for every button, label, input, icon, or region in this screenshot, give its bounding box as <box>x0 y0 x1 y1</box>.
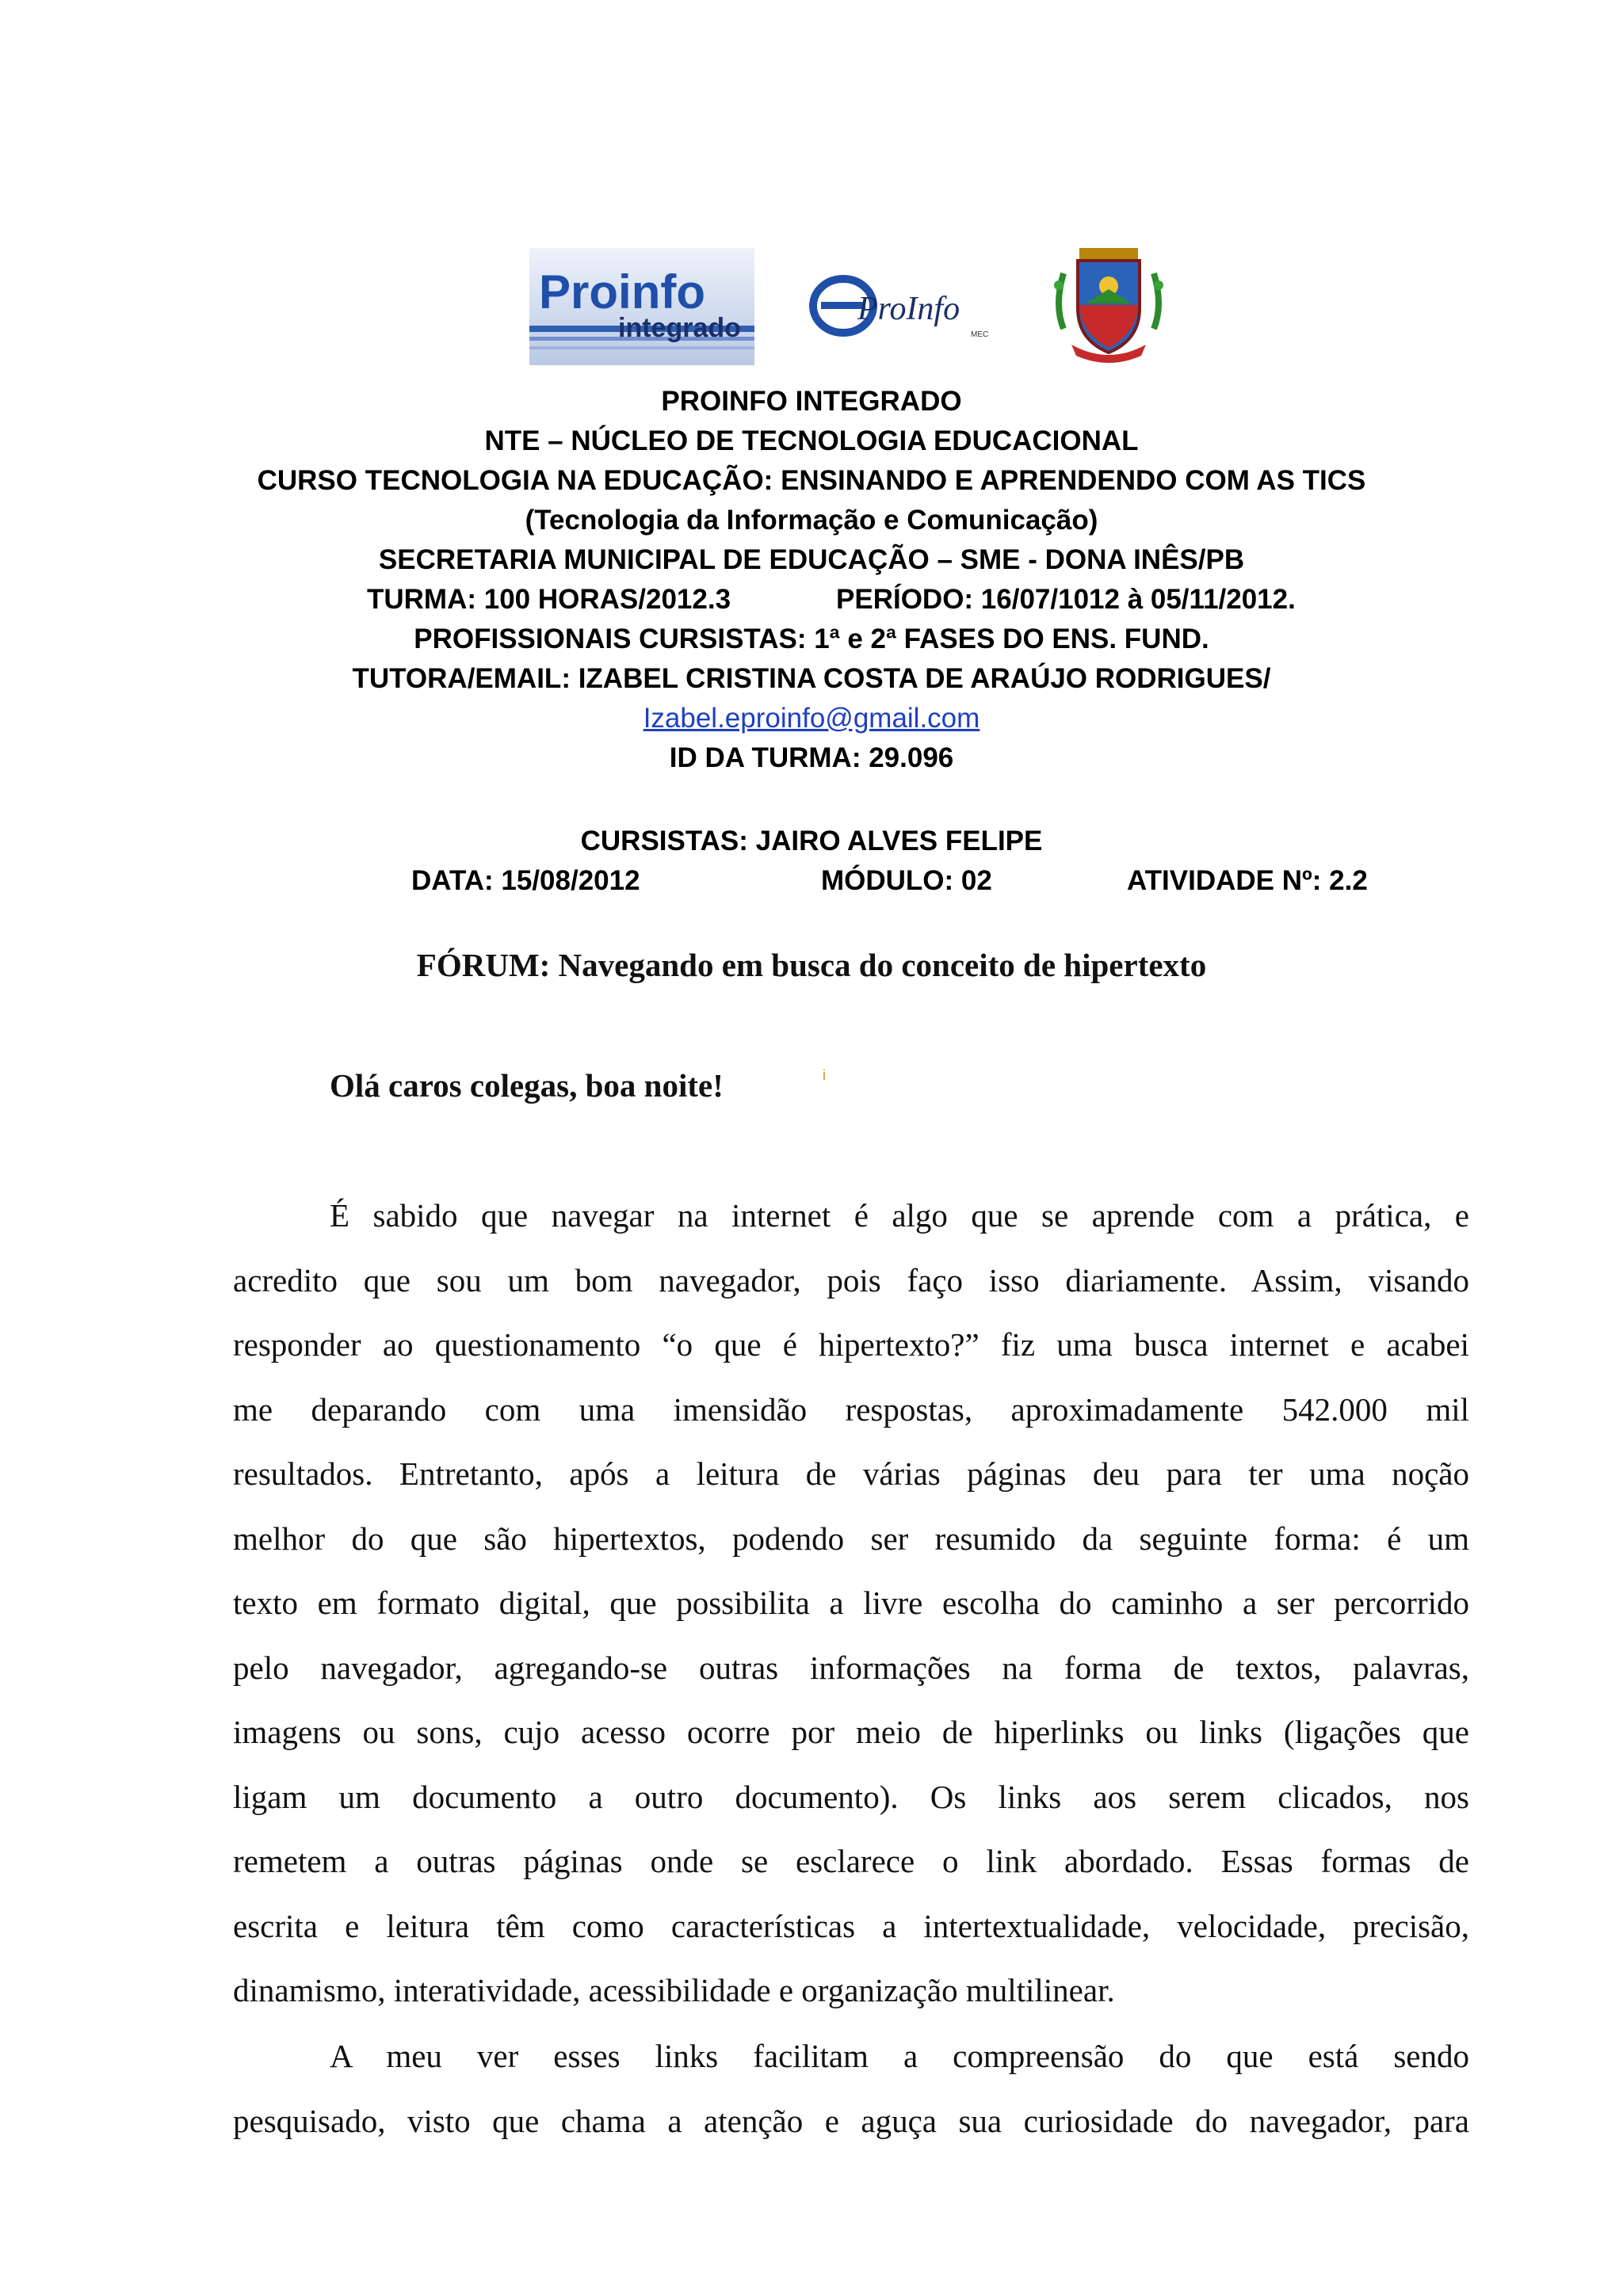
paragraph-line: me deparando com uma imensidão respostas, aproximadamente 542.000 mil <box>233 1390 1469 1428</box>
module-label: MÓDULO: 02 <box>821 865 992 896</box>
eproinfo-logo <box>808 270 999 341</box>
comment-marker-icon[interactable]: i <box>823 1067 826 1083</box>
svg-text:MEC: MEC <box>971 330 989 339</box>
tutora-line: TUTORA/EMAIL: IZABEL CRISTINA COSTA DE ARAÚJO RODRIGUES/ <box>352 663 1271 694</box>
course-subtitle: (Tecnologia da Informação e Comunicação) <box>525 505 1098 536</box>
paragraph-line: ligam um documento a outro documento). Os links aos serem clicados, nos <box>233 1778 1469 1815</box>
municipal-coat-of-arms-icon <box>1048 242 1170 368</box>
cursistas-profile-line: PROFISSIONAIS CURSISTAS: 1ª e 2ª FASES DO ENS. FUND. <box>414 624 1209 654</box>
data-modulo-atividade-line <box>0 861 1623 901</box>
svg-text:Proinfo: Proinfo <box>539 265 705 318</box>
paragraph-line: responder ao questionamento “o que é hipertexto?” fiz uma busca internet e acabei <box>233 1326 1469 1363</box>
paragraph-line: pelo navegador, agregando-se outras informações na forma de textos, palavras, <box>233 1649 1469 1686</box>
paragraph-line: A meu ver esses links facilitam a compreensão do que está sendo <box>330 2038 1469 2074</box>
program-title: PROINFO INTEGRADO <box>661 386 962 417</box>
forum-title: FÓRUM: Navegando em busca do conceito de hipertexto <box>416 947 1207 983</box>
paragraph-line: dinamismo, interatividade, acessibilidade e organização multilinear. <box>233 1972 1115 2008</box>
svg-text:ProInfo: ProInfo <box>857 291 960 327</box>
paragraph-line: pesquisado, visto que chama a atenção e aguça sua curiosidade do navegador, para <box>233 2102 1469 2139</box>
paragraph-line: escrita e leitura têm como características a intertextualidade, velocidade, precisão, <box>233 1907 1469 1944</box>
paragraph-line: acredito que sou um bom navegador, pois faço isso diariamente. Assim, visando <box>233 1261 1469 1299</box>
paragraph-line: imagens ou sons, cujo acesso ocorre por meio de hiperlinks ou links (ligações que <box>233 1714 1469 1750</box>
activity-label: ATIVIDADE Nº: 2.2 <box>1127 865 1368 896</box>
turma-id: ID DA TURMA: 29.096 <box>669 742 954 773</box>
paragraph-line: melhor do que são hipertextos, podendo ser resumido da seguinte forma: é um <box>233 1520 1469 1557</box>
turma-label: TURMA: 100 HORAS/2012.3 <box>367 584 731 615</box>
document-header <box>0 382 1623 901</box>
svg-text:integrado: integrado <box>618 313 741 343</box>
cursistas-name: CURSISTAS: JAIRO ALVES FELIPE <box>580 826 1043 856</box>
body-paragraph-2 <box>233 2024 1469 2153</box>
proinfo-integrado-logo <box>529 248 754 365</box>
body-paragraph-1 <box>233 1184 1469 2023</box>
date-label: DATA: 15/08/2012 <box>411 865 640 896</box>
tutora-email-link[interactable]: Izabel.eproinfo@gmail.com <box>643 703 980 734</box>
nte-title: NTE – NÚCLEO DE TECNOLOGIA EDUCACIONAL <box>484 425 1139 456</box>
paragraph-line: remetem a outras páginas onde se esclarece o link abordado. Essas formas de <box>233 1843 1469 1879</box>
course-title: CURSO TECNOLOGIA NA EDUCAÇÃO: ENSINANDO E APRENDENDO COM AS TICS <box>257 465 1366 496</box>
greeting: Olá caros colegas, boa noite! <box>330 1067 724 1104</box>
header-logos <box>0 242 1623 368</box>
paragraph-line: resultados. Entretanto, após a leitura de várias páginas deu para ter uma noção <box>233 1455 1469 1492</box>
secretariat-line: SECRETARIA MUNICIPAL DE EDUCAÇÃO – SME - DONA INÊS/PB <box>378 544 1245 575</box>
paragraph-line: texto em formato digital, que possibilita a livre escolha do caminho a ser percorrido <box>233 1585 1469 1621</box>
turma-periodo-line <box>0 580 1623 620</box>
paragraph-line: É sabido que navegar na internet é algo que se aprende com a prática, e <box>330 1197 1469 1234</box>
periodo-label: PERÍODO: 16/07/1012 à 05/11/2012. <box>836 584 1296 615</box>
